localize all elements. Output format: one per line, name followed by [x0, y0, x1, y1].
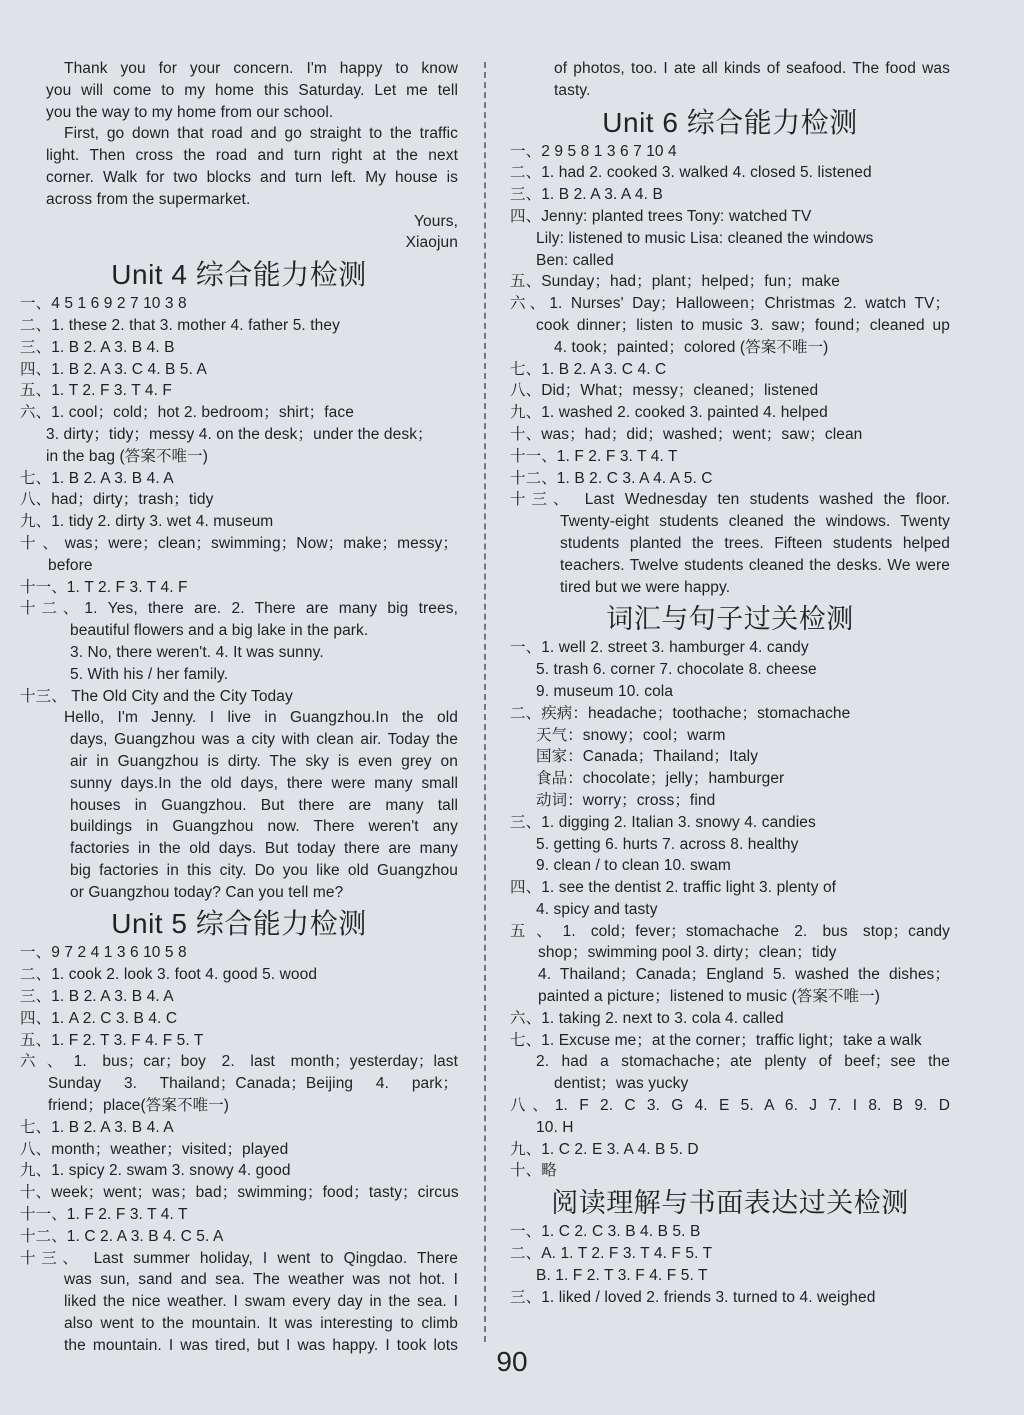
answer-line: 一、1. C 2. C 3. B 4. B 5. B [510, 1223, 701, 1241]
answer-line: days, Guangzhou was a city with clean air. Today the [70, 731, 458, 749]
answer-line: 五、1. F 2. T 3. F 4. F 5. T [20, 1031, 204, 1049]
answer-line: 六、1. taking 2. next to 3. cola 4. called [510, 1009, 784, 1027]
answer-line: 一、2 9 5 8 1 3 6 7 10 4 [510, 142, 677, 160]
answer-line: 食品：chocolate；jelly；hamburger [536, 770, 785, 788]
answer-line: 十、was；had；did；washed；went；saw；clean [510, 425, 863, 443]
answer-line: teachers. Twelve students cleaned the desks. We were [560, 556, 950, 574]
answer-line: 国家：Canada；Thailand；Italy [536, 748, 759, 766]
answer-line: 十、was；were；clean；swimming；Now；make；messy； [20, 534, 458, 552]
answer-line: 二、疾病：headache；toothache；stomachache [510, 704, 851, 722]
answer-line: liked the nice weather. I swam every day in the sea. I [64, 1293, 458, 1311]
answer-line: 天气：snowy；cool；warm [536, 726, 726, 744]
answer-line: air in Guangzhou is dirty. The sky is even grey on [70, 752, 458, 770]
answer-line: Sunday 3. Thailand；Canada；Beijing 4. park； [48, 1075, 458, 1093]
unit4-answers [20, 293, 458, 903]
answer-line: also went to the mountain. It was interesting to climb [64, 1315, 458, 1333]
answer-line: Thank you for your concern. I'm happy to know [64, 60, 458, 77]
answer-line: Xiaojun [405, 234, 458, 252]
answer-line: 二、1. these 2. that 3. mother 4. father 5. they [20, 316, 340, 334]
answer-line: students planted the trees. Fifteen students helped [560, 534, 950, 552]
answer-line: 五、1. cold；fever；stomachache 2. bus stop；candy [510, 922, 950, 940]
answer-line: 四、1. A 2. C 3. B 4. C [20, 1009, 178, 1027]
answer-line: 5. trash 6. corner 7. chocolate 8. cheese [536, 661, 817, 679]
answer-line: you the way to my home from our school. [46, 103, 334, 121]
answer-line: painted a picture；listened to music (答案不唯一) [538, 988, 880, 1006]
answer-line: 5. With his / her family. [70, 665, 229, 683]
answer-line: or Guangzhou today? Can you tell me? [70, 883, 344, 901]
answer-line: Twenty-eight students cleaned the windows. Twenty [560, 513, 950, 531]
answer-line: light. Then cross the road and turn right at the next [46, 147, 458, 165]
answer-line: across from the supermarket. [46, 190, 251, 208]
vocab-title: 词汇与句子过关检测 [606, 604, 854, 635]
answer-line: 四、1. B 2. A 3. C 4. B 5. A [20, 360, 207, 378]
answer-line: of photos, too. I ate all kinds of seafood. The food was [554, 60, 950, 77]
answer-line: 10. H [536, 1118, 574, 1136]
continued-essay [510, 58, 950, 102]
answer-line: 九、1. spicy 2. swam 3. snowy 4. good [20, 1162, 291, 1180]
answer-line: 3. dirty；tidy；messy 4. on the desk；under the desk； [46, 425, 433, 443]
answer-line: Hello, I'm Jenny. I live in Guangzhou.In the old [64, 709, 458, 727]
answer-line: was sun, sand and sea. The weather was not hot. I [64, 1271, 458, 1289]
reading-title: 阅读理解与书面表达过关检测 [551, 1188, 909, 1219]
answer-line: 二、A. 1. T 2. F 3. T 4. F 5. T [510, 1245, 713, 1263]
unit6-title: Unit 6 综合能力检测 [602, 106, 858, 138]
vocab-answers [510, 637, 950, 1182]
answer-line: factories in the old days. But today there are many [70, 840, 458, 858]
answer-line: 八、had；dirty；trash；tidy [20, 491, 214, 509]
answer-line: First, go down that road and go straight to the traffic [64, 125, 458, 143]
answer-line: 六、1. cool；cold；hot 2. bedroom；shirt；face [20, 404, 354, 422]
answer-line: 十二、1. B 2. C 3. A 4. A 5. C [510, 469, 713, 487]
answer-line: 十三、 The Old City and the City Today [20, 687, 293, 705]
answer-line: 一、1. well 2. street 3. hamburger 4. candy [510, 639, 809, 657]
answer-line: tired but we were happy. [560, 578, 731, 596]
answer-line: 十二、1. C 2. A 3. B 4. C 5. A [20, 1227, 224, 1245]
answer-line: 十三、 Last summer holiday, I went to Qingdao. There [20, 1249, 458, 1267]
answer-line: Yours, [414, 212, 458, 230]
answer-line: 八、Did；What；messy；cleaned；listened [510, 382, 819, 400]
answer-line: Lily: listened to music Lisa: cleaned the windows [536, 229, 874, 247]
answer-line: 十、略 [510, 1162, 557, 1180]
answer-line: 六、1. bus；car；boy 2. last month；yesterday；last [20, 1053, 458, 1071]
left-column [20, 58, 458, 1357]
answer-line: buildings in Guangzhou now. There weren't any [70, 818, 458, 836]
answer-line: 4. spicy and tasty [536, 900, 658, 918]
answer-line: 二、1. cook 2. look 3. foot 4. good 5. wood [20, 966, 318, 984]
answer-line: 三、1. B 2. A 3. B 4. B [20, 338, 175, 356]
answer-line: friend；place(答案不唯一) [48, 1097, 230, 1115]
answer-line: shop；swimming pool 3. dirty；clean；tidy [538, 944, 837, 962]
reading-answers [510, 1221, 950, 1308]
answer-line: 三、1. digging 2. Italian 3. snowy 4. candies [510, 813, 816, 831]
answer-line: you will come to my home this Saturday. Let me tell [46, 81, 458, 99]
answer-line: 一、9 7 2 4 1 3 6 10 5 8 [20, 944, 187, 962]
answer-line: 九、1. tidy 2. dirty 3. wet 4. museum [20, 513, 274, 531]
answer-line: 九、1. C 2. E 3. A 4. B 5. D [510, 1140, 699, 1158]
answer-line: 五、1. T 2. F 3. T 4. F [20, 382, 172, 400]
answer-line: Ben: called [536, 251, 614, 269]
answer-line: the mountain. I was tired, but I was happy. I took lots [64, 1336, 458, 1354]
answer-line: 5. getting 6. hurts 7. across 8. healthy [536, 835, 799, 853]
answer-line: 三、1. liked / loved 2. friends 3. turned to 4. weighed [510, 1288, 876, 1306]
answer-line: 四、Jenny: planted trees Tony: watched TV [510, 207, 812, 225]
answer-line: 七、1. B 2. A 3. C 4. C [510, 360, 667, 378]
answer-line: 八、month；weather；visited；played [20, 1140, 289, 1158]
answer-line: 动词：worry；cross；find [536, 791, 716, 809]
answer-line: 五、Sunday；had；plant；helped；fun；make [510, 273, 840, 291]
answer-line: 3. No, there weren't. 4. It was sunny. [70, 643, 324, 661]
answer-line: 十、week；went；was；bad；swimming；food；tasty；circus [20, 1184, 459, 1202]
answer-line: 二、1. had 2. cooked 3. walked 4. closed 5. listened [510, 164, 872, 182]
answer-line: beautiful flowers and a big lake in the park. [70, 622, 369, 640]
answer-line: 九、1. washed 2. cooked 3. painted 4. helped [510, 404, 828, 422]
answer-line: big factories in this city. Do you like old Guangzhou [70, 861, 458, 879]
answer-line: 9. museum 10. cola [536, 682, 674, 700]
page-number: 90 [496, 1346, 528, 1377]
unit5-title: Unit 5 综合能力检测 [111, 908, 367, 940]
unit6-answers [510, 141, 950, 599]
answer-line: 一、4 5 1 6 9 2 7 10 3 8 [20, 295, 187, 313]
answer-line: 七、1. B 2. A 3. B 4. A [20, 1118, 174, 1136]
unit5-answers [20, 942, 458, 1356]
answer-line: 七、1. B 2. A 3. B 4. A [20, 469, 174, 487]
answer-line: 十一、1. T 2. F 3. T 4. F [20, 578, 188, 596]
letter-section [20, 58, 458, 254]
answer-line: 4. took；painted；colored (答案不唯一) [554, 338, 829, 356]
answer-line: 十二、1. Yes, there are. 2. There are many big trees, [20, 600, 458, 618]
answer-line: 十三、 Last Wednesday ten students washed the floor. [510, 491, 950, 509]
answer-line: tasty. [554, 81, 591, 99]
answer-line: 七、1. Excuse me；at the corner；traffic light；take a walk [510, 1031, 922, 1049]
answer-line: dentist；was yucky [554, 1075, 689, 1093]
answer-line: in the bag (答案不唯一) [46, 447, 209, 465]
unit4-title: Unit 4 综合能力检测 [111, 259, 367, 291]
answer-line: cook dinner；listen to music 3. saw；found；cleaned up [536, 316, 950, 334]
answer-line: 四、1. see the dentist 2. traffic light 3. plenty of [510, 879, 837, 897]
answer-line: houses in Guangzhou. But there are many tall [70, 796, 458, 814]
answer-line: B. 1. F 2. T 3. F 4. F 5. T [536, 1266, 708, 1284]
answer-line: 2. had a stomachache；ate plenty of beef；see the [536, 1053, 950, 1071]
answer-line: corner. Walk for two blocks and turn left. My house is [46, 168, 458, 186]
right-column [510, 58, 950, 1308]
answer-line: sunny days.In the old days, there were many small [70, 774, 458, 792]
column-divider [484, 62, 486, 1342]
answer-line: 4. Thailand；Canada；England 5. washed the dishes； [538, 966, 950, 984]
answer-line: 十一、1. F 2. F 3. T 4. T [510, 447, 678, 465]
answer-line: 三、1. B 2. A 3. B 4. A [20, 988, 174, 1006]
answer-line: 六、1. Nurses' Day；Halloween；Christmas 2. watch TV； [510, 295, 950, 313]
answer-line: before [48, 556, 93, 574]
answer-line: 9. clean / to clean 10. swam [536, 857, 731, 875]
answer-line: 三、1. B 2. A 3. A 4. B [510, 186, 663, 204]
answer-line: 八、1. F 2. C 3. G 4. E 5. A 6. J 7. I 8. B 9. D [510, 1097, 950, 1115]
answer-line: 十一、1. F 2. F 3. T 4. T [20, 1206, 188, 1224]
